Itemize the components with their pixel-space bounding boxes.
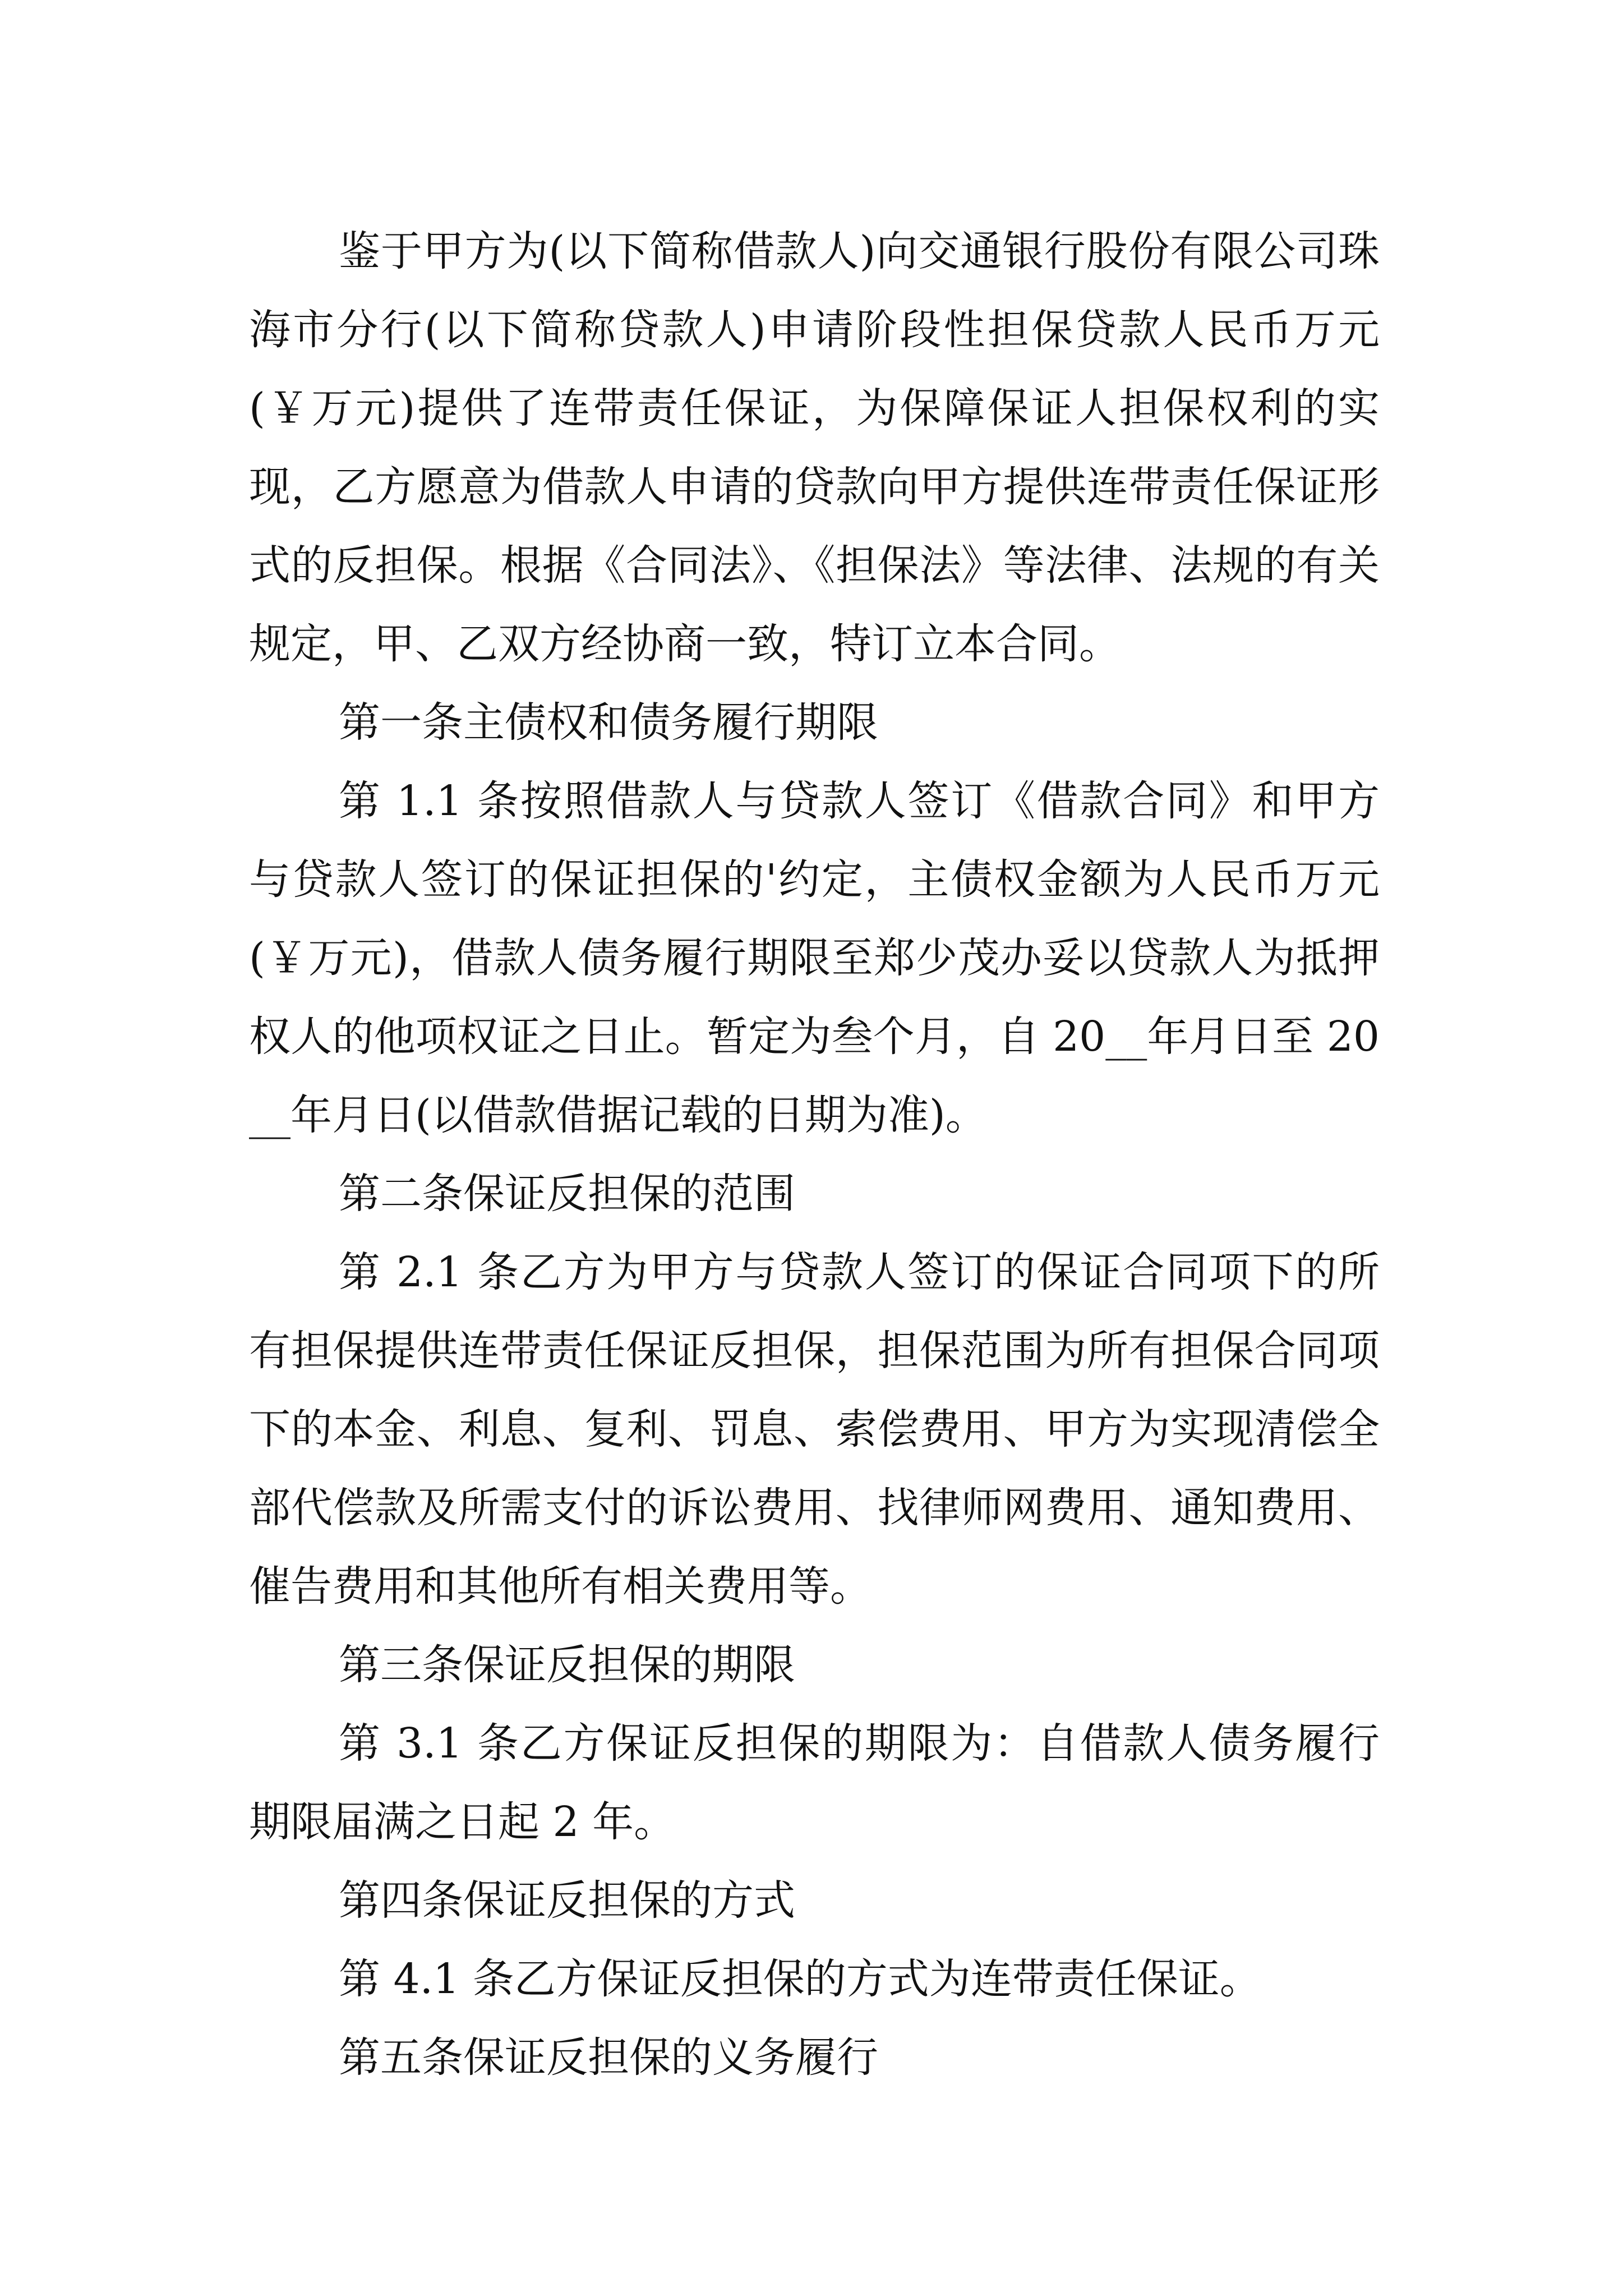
article-1-heading: 第一条主债权和债务履行期限 xyxy=(339,698,878,747)
article-2-heading: 第二条保证反担保的范围 xyxy=(339,1170,795,1218)
clause-2-1-paragraph: 第 2.1 条乙方为甲方与贷款人签订的保证合同项下的所有担保提供连带责任保证反担保，担保范围为所有担保合同项下的本金、利息、复利、罚息、索偿费用、甲方为实现清偿全部代偿款及所需支付的诉讼费用、找律师网费用、通知费用、催告费用和其他所有相关费用等。 xyxy=(249,1248,1380,1611)
clause-4-1-paragraph: 第 4.1 条乙方保证反担保的方式为连带责任保证。 xyxy=(339,1955,1261,2003)
article-3-heading: 第三条保证反担保的期限 xyxy=(339,1641,795,1689)
article-4-heading: 第四条保证反担保的方式 xyxy=(339,1876,795,1925)
preamble-paragraph: 鉴于甲方为(以下简称借款人)向交通银行股份有限公司珠海市分行(以下简称贷款人)申请阶段性担保贷款人民币万元(￥万元)提供了连带责任保证，为保障保证人担保权利的实现，乙方愿意为借款人申请的贷款向甲方提供连带责任保证形式的反担保。根据《合同法》、《担保法》等法律、法规的有关规定，甲、乙双方经协商一致，特订立本合同。 xyxy=(249,227,1380,668)
clause-1-1-paragraph: 第 1.1 条按照借款人与贷款人签订《借款合同》和甲方与贷款人签订的保证担保的'约定，主债权金额为人民币万元(￥万元)，借款人债务履行期限至郑少茂办妥以贷款人为抵押权人的他项权证之日止。暂定为叁个月，自 20__年月日至 20__年月日(以借款借据记载的日期为准)。 xyxy=(249,777,1380,1139)
document-body xyxy=(249,212,1380,2097)
clause-3-1-paragraph: 第 3.1 条乙方保证反担保的期限为：自借款人债务履行期限届满之日起 2 年。 xyxy=(249,1719,1380,1846)
article-5-heading: 第五条保证反担保的义务履行 xyxy=(339,2033,878,2082)
